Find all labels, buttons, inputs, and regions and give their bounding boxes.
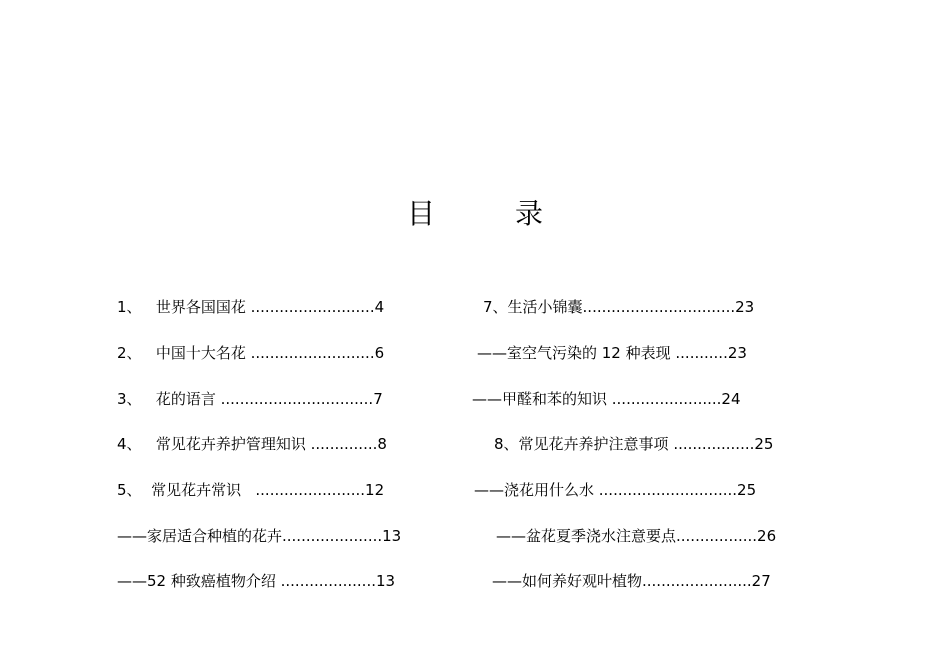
toc-entry-left-6[interactable]: ——家居适合种植的花卉.....................13 [117,527,402,545]
title-char-2: 录 [515,197,544,230]
toc-entry-right-6[interactable]: ——盆花夏季浇水注意要点.................26 [496,527,777,545]
page-title [0,196,950,232]
toc-entry-right-3[interactable]: ——甲醛和苯的知识 .......................24 [472,390,741,408]
toc-entry-left-7[interactable]: ——52 种致癌植物介绍 ....................13 [117,572,396,590]
title-char-1: 目 [406,197,435,230]
toc-entry-left-4[interactable]: 4、 常见花卉养护管理知识 ..............8 [117,435,387,453]
toc-entry-left-3[interactable]: 3、 花的语言 ................................7 [117,390,383,408]
toc-entry-right-7[interactable]: ——如何养好观叶植物.......................27 [492,572,771,590]
toc-entry-right-1[interactable]: 7、生活小锦囊................................23 [483,298,755,316]
toc-entry-right-5[interactable]: ——浇花用什么水 .............................25 [474,481,757,499]
toc-entry-right-2[interactable]: ——室空气污染的 12 种表现 ...........23 [477,344,747,362]
toc-entry-left-1[interactable]: 1、 世界各国国花 ..........................4 [117,298,385,316]
toc-entry-right-4[interactable]: 8、常见花卉养护注意事项 .................25 [494,435,774,453]
toc-entry-left-2[interactable]: 2、 中国十大名花 ..........................6 [117,344,385,362]
toc-entry-left-5[interactable]: 5、 常见花卉常识 .......................12 [117,481,385,499]
